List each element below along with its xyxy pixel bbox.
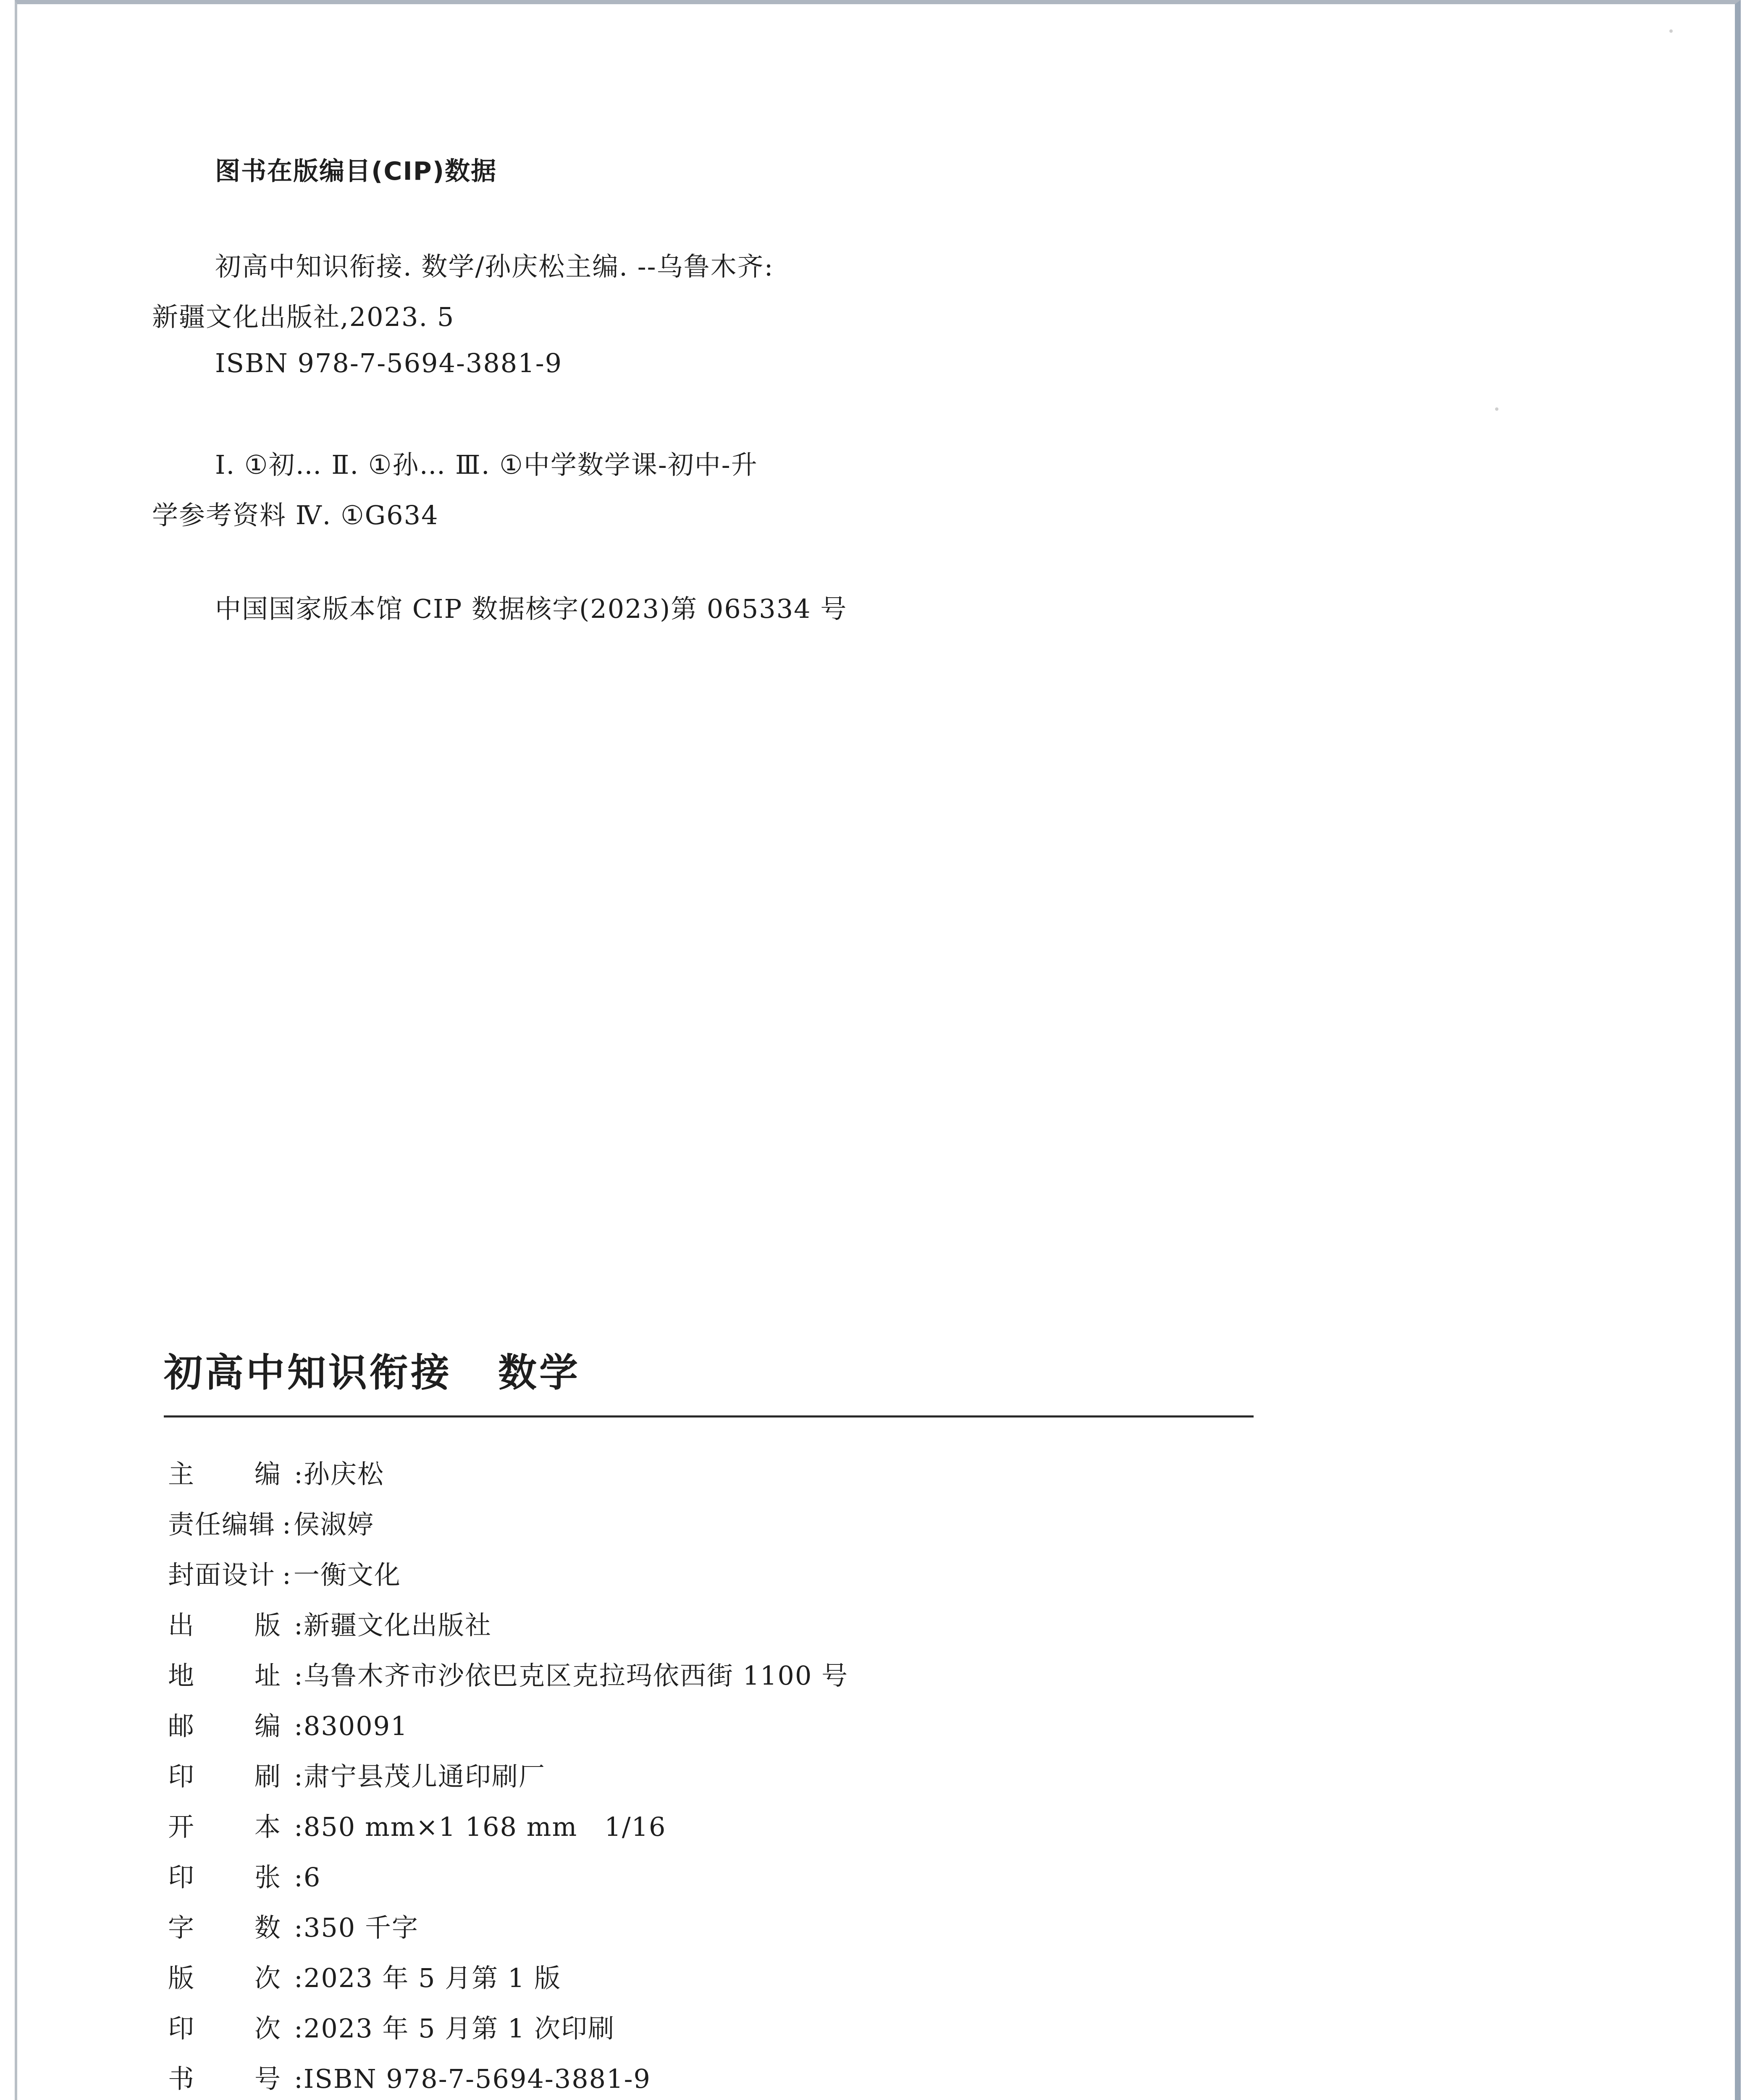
info-row-label-char: 张 xyxy=(254,1862,281,1893)
info-row-value: 新疆文化出版社 xyxy=(303,1610,492,1641)
scan-speck xyxy=(1495,407,1498,411)
info-row-label xyxy=(168,1957,281,1995)
info-row xyxy=(168,1504,848,1554)
info-row-label-char: 刷 xyxy=(254,1761,281,1792)
info-row xyxy=(168,1957,848,2008)
info-row xyxy=(168,1856,848,1907)
info-row-label xyxy=(168,1453,281,1491)
info-row-colon: : xyxy=(294,1711,304,1741)
cip-line-title: 初高中知识衔接. 数学/孙庆松主编. --乌鲁木齐: xyxy=(215,251,774,282)
cip-line-isbn: ISBN 978-7-5694-3881-9 xyxy=(215,348,563,378)
cip-line-classification: Ⅰ. ①初… Ⅱ. ①孙… Ⅲ. ①中学数学课-初中-升 xyxy=(215,449,758,480)
info-row-value: 2023 年 5 月第 1 版 xyxy=(303,1963,561,1993)
info-row-value: 侯淑婷 xyxy=(293,1509,374,1540)
info-row-label-char: 印 xyxy=(168,2013,195,2044)
info-row-label-char: 开 xyxy=(168,1811,195,1842)
info-row-value: 孙庆松 xyxy=(303,1459,384,1489)
info-row-label-char: 地 xyxy=(168,1660,195,1691)
info-row-label xyxy=(168,1604,281,1642)
info-row-value: 一衡文化 xyxy=(293,1559,401,1590)
info-row xyxy=(168,2058,848,2100)
info-row-label xyxy=(168,2058,281,2095)
info-row-colon: : xyxy=(294,1610,304,1641)
cip-heading: 图书在版编目(CIP)数据 xyxy=(215,157,497,186)
info-row-label-char: 印 xyxy=(168,1862,195,1893)
info-row-value: 乌鲁木齐市沙依巴克区克拉玛依西街 1100 号 xyxy=(303,1660,849,1691)
top-divider xyxy=(164,1415,1254,1418)
info-row-colon: : xyxy=(294,1660,304,1691)
info-row-label-char: 本 xyxy=(254,1811,281,1842)
info-row-label-char: 次 xyxy=(254,1963,281,1993)
info-row-label-char: 次 xyxy=(254,2013,281,2044)
info-row-label-char: 编 xyxy=(254,1459,281,1489)
book-title xyxy=(164,1342,580,1397)
info-row xyxy=(168,1655,848,1705)
info-row-label: 封面设计 xyxy=(168,1559,276,1590)
info-row-label xyxy=(168,1705,281,1743)
book-title-main: 初高中知识衔接 xyxy=(164,1350,452,1395)
info-row-colon: : xyxy=(294,1761,304,1792)
scan-speck xyxy=(1669,29,1673,33)
info-row-value: 6 xyxy=(303,1862,321,1893)
info-row-label-char: 址 xyxy=(254,1660,281,1691)
cip-line-publisher: 新疆文化出版社,2023. 5 xyxy=(152,302,455,332)
info-row-colon: : xyxy=(282,1559,292,1590)
info-row-label-char: 号 xyxy=(254,2063,281,2094)
info-row-label xyxy=(168,1907,281,1944)
info-row-label-char: 主 xyxy=(168,1459,195,1489)
info-row-label: 责任编辑 xyxy=(168,1509,276,1540)
info-row-colon: : xyxy=(294,1862,304,1893)
cip-line-classification-cont: 学参考资料 Ⅳ. ①G634 xyxy=(152,500,439,530)
info-row xyxy=(168,1756,848,1806)
info-row-label-char: 邮 xyxy=(168,1711,195,1741)
info-row-label-char: 字 xyxy=(168,1912,195,1943)
publication-info-list xyxy=(168,1453,848,2100)
info-row-label xyxy=(168,1756,281,1793)
info-row-colon: : xyxy=(282,1509,292,1540)
info-row-label-char: 出 xyxy=(168,1610,195,1641)
info-row-colon: : xyxy=(294,1963,304,1993)
info-row xyxy=(168,1554,848,1604)
info-row-label xyxy=(168,1655,281,1692)
book-title-subject: 数学 xyxy=(498,1350,581,1395)
info-row-label-char: 书 xyxy=(168,2063,195,2094)
info-row xyxy=(168,1453,848,1504)
info-row-label-char: 版 xyxy=(254,1610,281,1641)
info-row xyxy=(168,1806,848,1856)
info-row-label-char: 印 xyxy=(168,1761,195,1792)
info-row-label xyxy=(168,1856,281,1894)
info-row xyxy=(168,1604,848,1655)
info-row-value: 350 千字 xyxy=(303,1912,419,1943)
info-row-label xyxy=(168,2008,281,2045)
info-row xyxy=(168,1705,848,1756)
info-row xyxy=(168,2008,848,2058)
info-row-value: 2023 年 5 月第 1 次印刷 xyxy=(303,2013,615,2044)
info-row-colon: : xyxy=(294,1459,304,1489)
info-row-label xyxy=(168,1806,281,1843)
info-row-value: 830091 xyxy=(303,1711,408,1741)
info-row-label-char: 版 xyxy=(168,1963,195,1993)
info-row-value: 肃宁县茂儿通印刷厂 xyxy=(303,1761,546,1792)
info-row-label-char: 数 xyxy=(254,1912,281,1943)
info-row-colon: : xyxy=(294,1811,304,1842)
info-row-value: ISBN 978-7-5694-3881-9 xyxy=(303,2063,651,2094)
info-row-label-char: 编 xyxy=(254,1711,281,1741)
info-row-colon: : xyxy=(294,2013,304,2044)
info-row-colon: : xyxy=(294,2063,304,2094)
info-row-value: 850 mm×1 168 mm 1/16 xyxy=(303,1811,666,1842)
cip-line-record-number: 中国国家版本馆 CIP 数据核字(2023)第 065334 号 xyxy=(215,593,847,624)
info-row xyxy=(168,1907,848,1957)
info-row-colon: : xyxy=(294,1912,304,1943)
